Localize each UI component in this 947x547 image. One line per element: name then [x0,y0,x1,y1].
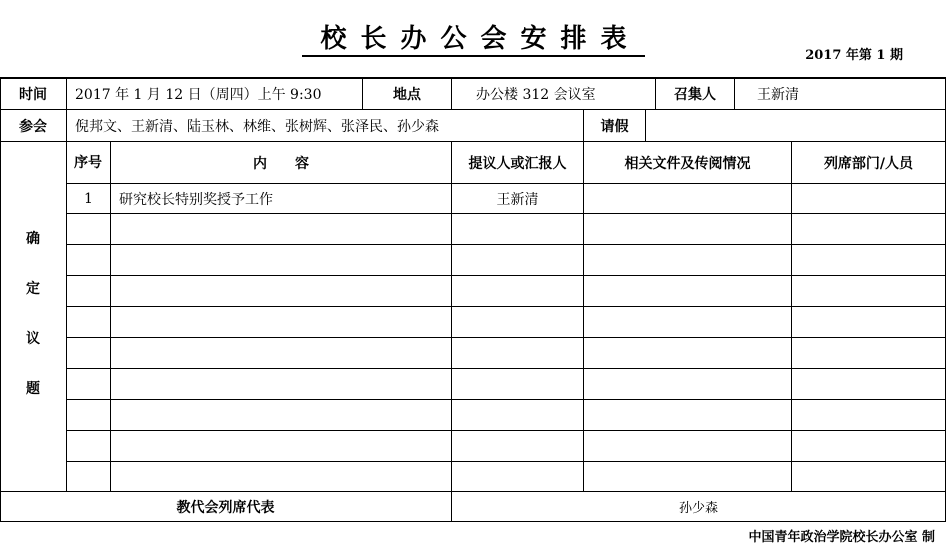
documents-header: 相关文件及传阅情况 [624,155,751,172]
union-rep-label: 教代会列席代表 [176,499,275,516]
topics-vertical-label [0,228,66,398]
proposer-header: 提议人或汇报人 [468,155,567,172]
row-divider [66,368,946,369]
row-divider [66,306,946,307]
topic-attending [792,184,945,213]
time-value: 2017 年 1 月 12 日（周四）上午 9:30 [75,87,322,103]
union-rep-value: 孙少森 [678,501,718,516]
seq-header: 序号 [74,154,102,171]
page-title: 校长办公会安排表 [0,18,947,55]
row-divider [66,275,946,276]
row-divider [66,461,946,462]
topic-seq: 1 [84,190,93,207]
topics-char: 定 [26,281,40,297]
issue-number: 2017 年第 1 期 [805,48,903,63]
issuer-footer: 中国青年政治学院校长办公室 制 [748,530,935,545]
place-label: 地点 [393,87,421,103]
topic-proposer: 王新清 [496,191,539,208]
row-divider [66,337,946,338]
convener-value: 王新清 [757,87,799,103]
attendees-label: 参会 [19,118,47,135]
topics-char: 题 [26,381,40,397]
row-divider [66,430,946,431]
leave-value [646,110,945,141]
topic-content: 研究校长特别奖授予工作 [119,191,273,208]
convener-label: 召集人 [674,87,716,103]
row-divider [66,399,946,400]
content-header: 内 容 [253,155,309,172]
table-border-right [945,77,946,522]
time-label: 时间 [19,87,47,103]
attendees-value: 倪邦文、王新清、陆玉林、林维、张树辉、张泽民、孙少森 [75,118,439,135]
row-divider [66,213,946,214]
topics-char: 确 [26,231,40,247]
topics-char: 议 [26,331,40,347]
place-value: 办公楼 312 会议室 [476,87,596,103]
topic-documents [584,184,791,213]
leave-label: 请假 [600,118,629,135]
table-border-bottom [0,521,946,522]
attending-depts-header: 列席部门/人员 [823,155,914,172]
row-divider [66,244,946,245]
